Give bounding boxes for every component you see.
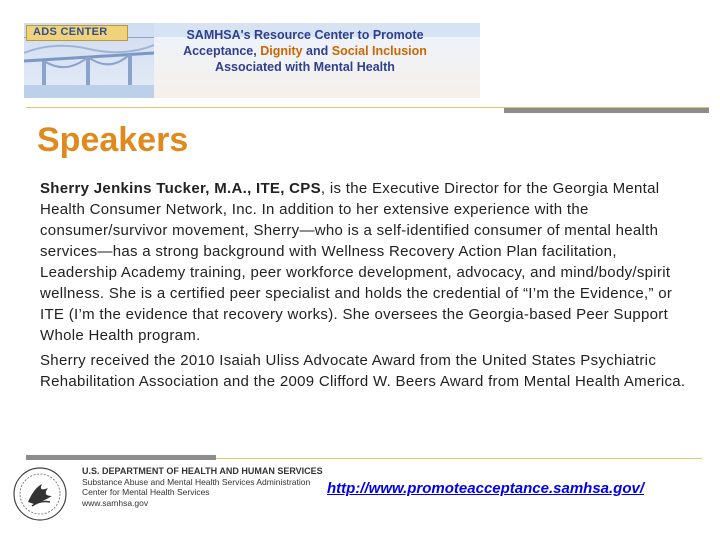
ads-center-badge — [26, 25, 128, 41]
speaker-bio-text: , is the Executive Director for the Georgia Mental Health Consumer Network, Inc. In addition to her extensive experience with the consumer/survivor movement, Sherry—who is a self-identified consumer of mental health services—has a strong background with Wellness Recovery Action Plan facilitation, Leadership Academy training, peer workforce development, advocacy, and mind/body/spirit wellness. She is a certified peer specialist and holds the credential of “I’m the Evidence,” or ITE (I’m the evidence that recovery works). She oversees the Georgia-based Peer Support Whole Health program. — [40, 180, 673, 344]
hhs-line1: U.S. DEPARTMENT OF HEALTH AND HUMAN SERVICES — [82, 466, 323, 476]
hhs-line4: www.samhsa.gov — [82, 497, 149, 508]
hhs-line2: Substance Abuse and Mental Health Services Administration — [82, 476, 311, 487]
tagline-line3: Associated with Mental Health — [215, 60, 395, 74]
page-title: Speakers — [37, 121, 189, 159]
promote-acceptance-link[interactable]: http://www.promoteacceptance.samhsa.gov/ — [327, 480, 645, 497]
speaker-awards-paragraph: Sherry received the 2010 Isaiah Uliss Advocate Award from the United States Psychiatric Rehabilitation Association and the 2009 Clifford W. Beers Award from Mental Health America. — [40, 352, 686, 390]
hhs-eagle-icon — [12, 466, 74, 522]
speaker-bio-paragraph — [40, 178, 690, 346]
hhs-line3: Center for Mental Health Services — [82, 487, 210, 497]
header-accent-bar — [504, 108, 709, 113]
banner-tagline — [150, 27, 460, 75]
footer-rule — [216, 458, 702, 459]
tagline-line2: Acceptance, Dignity and Social Inclusion — [183, 44, 427, 58]
hhs-samhsa-logo — [12, 466, 323, 522]
header-rule — [26, 107, 504, 108]
ads-center-label: ADS CENTER — [33, 26, 108, 38]
footer-accent-bar — [26, 455, 216, 460]
hhs-text-block — [82, 466, 323, 508]
tagline-line1: SAMHSA's Resource Center to Promote — [186, 28, 424, 42]
speaker-name: Sherry Jenkins Tucker, M.A., ITE, CPS — [40, 180, 321, 197]
